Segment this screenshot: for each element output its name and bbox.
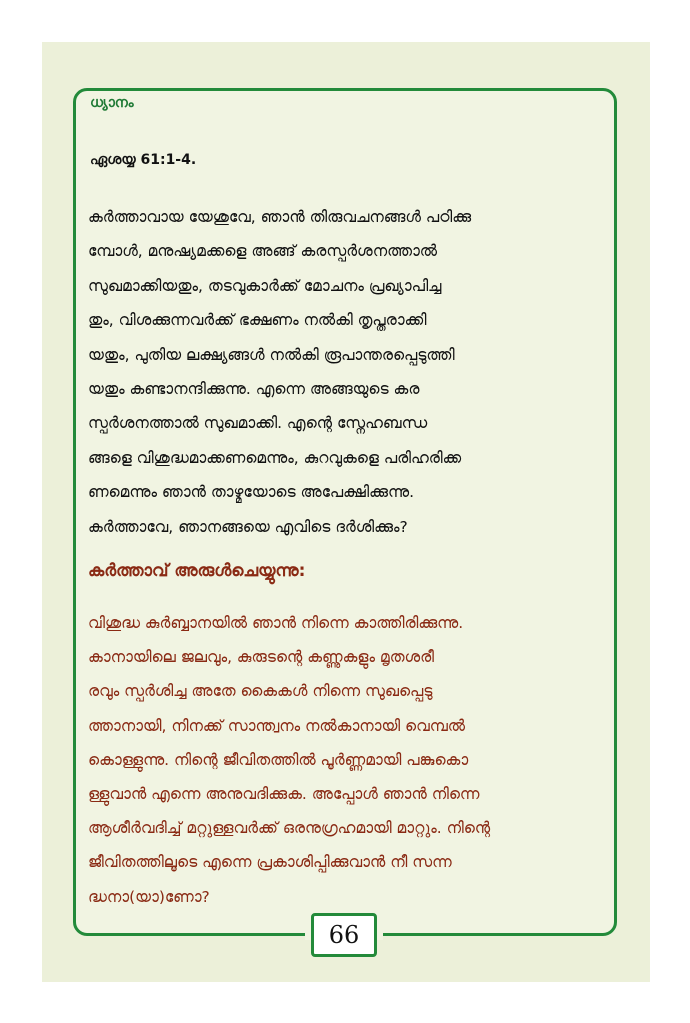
response-line: ജീവിതത്തിലൂടെ എന്നെ പ്രകാശിപ്പിക്കുവാൻ നീ സന്ന <box>88 853 452 872</box>
prayer-line: ങ്ങളെ വിശുദ്ധമാക്കണമെന്നും, കുറവുകളെ പരിഹരിക്ക <box>88 448 462 467</box>
page-number: 66 <box>311 913 377 957</box>
prayer-line: സുഖമാക്കിയതും, തടവുകാർക്ക് മോചനം പ്രഖ്യാപിച്ച <box>88 276 442 295</box>
prayer-line: കർത്താവായ യേശുവേ, ഞാൻ തിരുവചനങ്ങൾ പഠിക്കു <box>88 208 472 226</box>
section-heading: ധ്യാനം <box>90 95 134 111</box>
prayer-line: യതും, പുതിയ ലക്ഷ്യങ്ങൾ നൽകി രൂപാന്തരപ്പെടുത്തി <box>88 345 455 364</box>
response-line: ആശീർവദിച്ച് മറ്റുള്ളവർക്ക് ഒരനുഗ്രഹമായി മാറ്റും. നിന്റെ <box>88 819 491 838</box>
response-heading: കർത്താവ് അരുൾചെയ്യുന്നു: <box>88 561 306 581</box>
response-paragraph <box>88 606 604 914</box>
prayer-paragraph <box>88 200 604 544</box>
scripture-reference: ഏശയ്യ 61:1-4. <box>90 152 197 168</box>
response-line: കൊള്ളുന്നു. നിന്റെ ജീവിതത്തിൽ പൂർണ്ണമായി പങ്കുകൊ <box>88 750 469 769</box>
response-line: ദ്ധനാ(യാ)ണോ? <box>88 887 210 906</box>
response-line: ത്താനായി, നിനക്ക് സാന്ത്വനം നൽകാനായി വെമ്പൽ <box>88 716 466 735</box>
response-line: രവും സ്പർശിച്ച അതേ കൈകൾ നിന്നെ സുഖപ്പെടു <box>88 682 433 701</box>
prayer-line: കർത്താവേ, ഞാനങ്ങയെ എവിടെ ദർശിക്കും? <box>88 517 408 536</box>
prayer-line: സ്പർശനത്താൽ സുഖമാക്കി. എന്റെ സ്നേഹബന്ധ <box>88 414 428 433</box>
response-line: കാനായിലെ ജലവും, കുരുടന്റെ കണ്ണുകളും മൃതശരീ <box>88 648 434 667</box>
prayer-line: ണമെന്നും ഞാൻ താഴ്മയോടെ അപേക്ഷിക്കുന്നു. <box>88 483 415 502</box>
response-line: ള്ളുവാൻ എന്നെ അനുവദിക്കുക. അപ്പോൾ ഞാൻ നിന്നെ <box>88 785 480 804</box>
response-line: വിശുദ്ധ കുർബ്ബാനയിൽ ഞാൻ നിന്നെ കാത്തിരിക്കുന്നു. <box>88 614 464 632</box>
prayer-line: മ്പോൾ, മനുഷ്യമക്കളെ അങ്ങ് കരസ്പർശനത്താൽ <box>88 242 438 261</box>
prayer-line: യതും കണ്ടാനന്ദിക്കുന്നു. എന്നെ അങ്ങയുടെ കര <box>88 380 420 399</box>
prayer-line: തും, വിശക്കുന്നവർക്ക് ഭക്ഷണം നൽകി തൃപ്തരാക്കി <box>88 311 427 330</box>
